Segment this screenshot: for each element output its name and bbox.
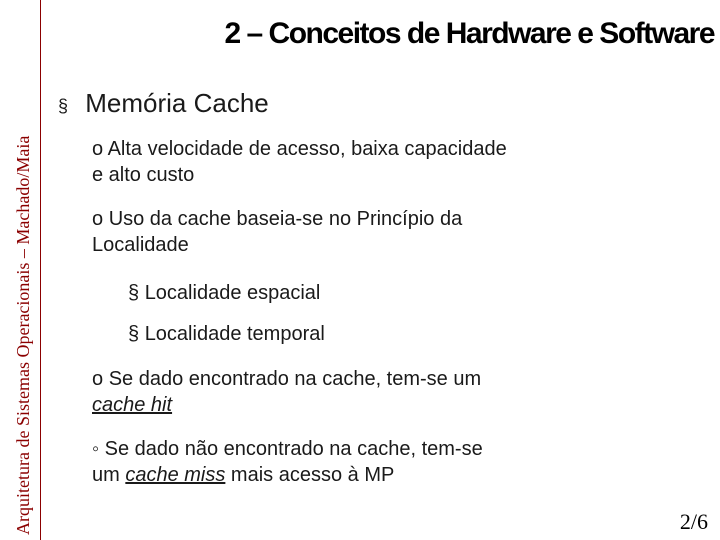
list-item	[92, 136, 507, 188]
item-text: Localidade espacial	[144, 282, 321, 304]
item-text: Se dado encontrado na cache, tem-se um	[108, 368, 482, 390]
circle-bullet-icon: ◦	[92, 438, 100, 460]
level1-text: Memória Cache	[85, 88, 269, 118]
cache-miss-term: cache miss	[125, 464, 226, 486]
list-item	[92, 366, 481, 418]
slide-title: 2 – Conceitos de Hardware e Software	[224, 17, 714, 50]
square-bullet-icon: §	[128, 282, 140, 304]
square-bullet-icon: §	[58, 96, 69, 116]
item-text-cont: Localidade	[92, 234, 189, 256]
item-text: Localidade temporal	[144, 323, 325, 345]
item-text: Uso da cache baseia-se no Princípio da	[108, 208, 463, 230]
list-item	[92, 436, 483, 488]
list-item	[128, 280, 320, 306]
item-text-pre: um	[92, 464, 126, 486]
cache-hit-term: cache hit	[92, 394, 173, 416]
item-text-post: mais acesso à MP	[225, 464, 395, 486]
level1-bullet	[58, 86, 269, 123]
square-bullet-icon: §	[128, 323, 140, 345]
list-item	[128, 321, 325, 347]
circle-bullet-icon: o	[92, 368, 104, 390]
item-text-cont: e alto custo	[92, 164, 195, 186]
circle-bullet-icon: o	[92, 138, 104, 160]
list-item	[92, 206, 462, 258]
item-text: Alta velocidade de acesso, baixa capacidade	[107, 138, 507, 160]
circle-bullet-icon: o	[92, 208, 104, 230]
sidebar-divider	[40, 0, 41, 540]
page-number: 2/6	[679, 509, 708, 534]
sidebar-text: Arquitetura de Sistemas Operacionais – Machado/Maia	[13, 135, 33, 535]
item-text: Se dado não encontrado na cache, tem-se	[104, 438, 483, 460]
sidebar	[0, 0, 44, 540]
